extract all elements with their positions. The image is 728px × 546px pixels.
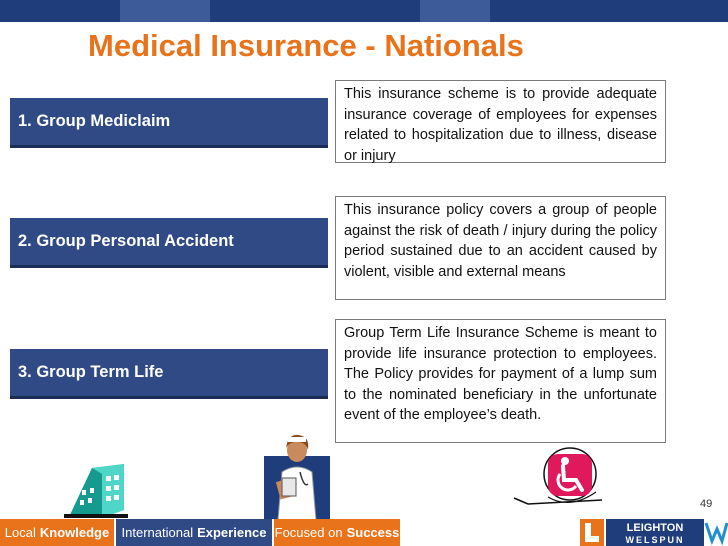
page-number: 49 xyxy=(700,498,713,510)
item-label-group-mediclaim: 1. Group Mediclaim xyxy=(10,98,328,148)
top-banner xyxy=(0,0,728,22)
wheelchair-icon xyxy=(508,442,606,512)
footer-local-knowledge xyxy=(0,519,114,546)
footer-local-bold: Knowledge xyxy=(39,525,110,540)
nurse-icon xyxy=(264,432,330,520)
footer-intl-bold: Experience xyxy=(197,525,267,540)
item-description-group-mediclaim: This insurance scheme is to provide adequate insurance coverage of employees for expenses related to hospitalization due to illness, disease or injury xyxy=(335,80,666,163)
footer-focus-light: Focused on xyxy=(274,525,343,540)
item-label-group-term-life: 3. Group Term Life xyxy=(10,349,328,399)
logo-line2: WELSPUN xyxy=(625,535,685,545)
slide-title: Medical Insurance - Nationals xyxy=(88,28,524,63)
banner-segment xyxy=(420,0,490,22)
footer-intl-light: International xyxy=(121,525,194,540)
banner-segment xyxy=(120,0,210,22)
item-description-group-personal-accident: This insurance policy covers a group of people against the risk of death / injury during the policy period sustained due to an accident caused by violent, visible and external means xyxy=(335,196,666,300)
logo-line1: LEIGHTON xyxy=(626,522,684,534)
footer-focused-on-success xyxy=(274,519,400,546)
leighton-welspun-logo xyxy=(580,519,728,546)
hospital-building-icon xyxy=(62,460,130,520)
item-label-group-personal-accident: 2. Group Personal Accident xyxy=(10,218,328,268)
footer-focus-bold: Success xyxy=(346,525,400,540)
footer-local-light: Local xyxy=(4,525,36,540)
footer-international-experience xyxy=(116,519,272,546)
item-description-group-term-life: Group Term Life Insurance Scheme is meant to provide life insurance protection to employees. The Policy provides for payment of a lump sum to the nominated beneficiary in the unfortunate event of the employee’s death. xyxy=(335,319,666,443)
